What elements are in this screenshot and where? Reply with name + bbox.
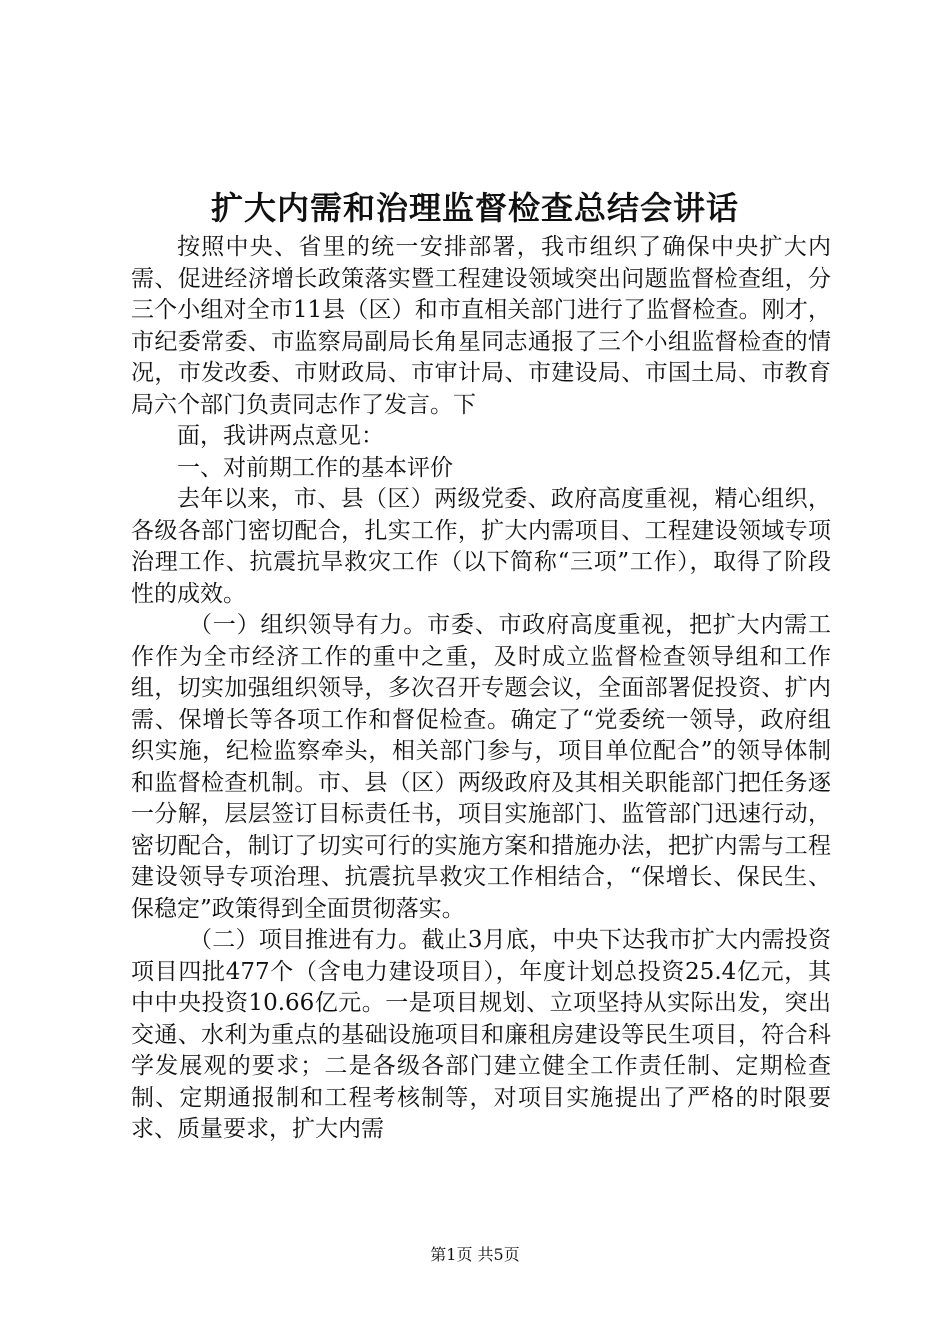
section-heading-evaluation: 一、对前期工作的基本评价 xyxy=(177,454,453,481)
paragraph-intro: 按照中央、省里的统一安排部署，我市组织了确保中央扩大内需、促进经济增长政策落实暨工程建设领域突出问题监督检查组，分三个小组对全市11县（区）和市直相关部门进行了监督检查。刚才，市纪委常委、市监察局副局长角星同志通报了三个小组监督检查的情况，市发改委、市财政局、市审计局、市建设局、市国土局、市教育局六个部门负责同志作了发言。下 xyxy=(131,234,831,418)
page-number-footer: 第1页 共5页 xyxy=(430,1245,520,1264)
page-title: 扩大内需和治理监督检查总结会讲话 xyxy=(210,189,739,227)
paragraph-overview: 去年以来，市、县（区）两级党委、政府高度重视，精心组织，各级各部门密切配合，扎实工作，扩大内需项目、工程建设领域专项治理工作、抗震抗旱救灾工作（以下简称“三项”工作），取得了阶段性的成效。 xyxy=(131,486,831,607)
paragraph-projects: （二）项目推进有力。截止3月底，中央下达我市扩大内需投资项目四批477个（含电力建设项目），年度计划总投资25.4亿元，其中中央投资10.66亿元。一是项目规划、立项坚持从实际出发，突出交通、水利为重点的基础设施项目和廉租房建设等民生项目，符合科学发展观的要求；二是各级各部门建立健全工作责任制、定期检查制、定期通报制和工程考核制等，对项目实施提出了严格的时限要求、质量要求，扩大内需 xyxy=(131,927,831,1142)
document-body xyxy=(131,232,831,1146)
paragraph-opinions: 面，我讲两点意见： xyxy=(177,423,384,449)
paragraph-leadership: （一）组织领导有力。市委、市政府高度重视，把扩大内需工作作为全市经济工作的重中之重，及时成立监督检查领导组和工作组，切实加强组织领导，多次召开专题会议，全面部署促投资、扩内需、保增长等各项工作和督促检查。确定了“党委统一领导，政府组织实施，纪检监察牵头，相关部门参与，项目单位配合”的领导体制和监督检查机制。市、县（区）两级政府及其相关职能部门把任务逐一分解，层层签订目标责任书，项目实施部门、监管部门迅速行动，密切配合，制订了切实可行的实施方案和措施办法，把扩内需与工程建设领导专项治理、抗震抗旱救灾工作相结合，“保增长、保民生、保稳定”政策得到全面贯彻落实。 xyxy=(131,612,831,922)
